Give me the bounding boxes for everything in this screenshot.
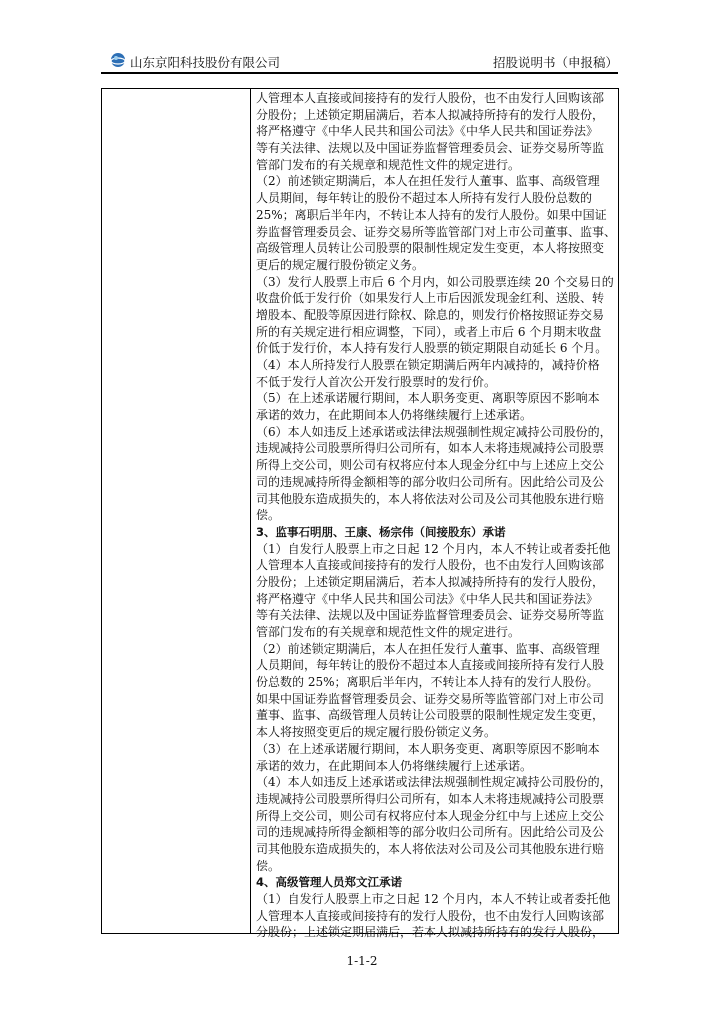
commitment-text-cell (256, 90, 616, 941)
text-line: （6）本人如违反上述承诺或法律法规强制性规定减持公司股份的， (256, 424, 612, 439)
page-header (101, 50, 618, 72)
text-line: 高级管理人员转让公司股票的限制性规定发生变更，本人将按照变 (256, 241, 605, 256)
text-line: 违规减持公司股票所得归公司所有，如本人未将违规减持公司股票 (256, 791, 605, 806)
text-line: （1）自发行人股票上市之日起 12 个月内，本人不转让或者委托他 (256, 541, 611, 556)
company-logo-icon (110, 52, 126, 68)
text-line: 人管理本人直接或间接持有的发行人股份，也不由发行人回购该部 (256, 558, 605, 573)
text-line: 增股本、配股等原因进行除权、除息的，则发行价格按照证券交易 (256, 307, 605, 322)
text-line: 人管理本人直接或间接持有的发行人股份，也不由发行人回购该部 (256, 91, 605, 105)
text-line: 本人将按照变更后的规定履行股份锁定义务。 (256, 725, 497, 740)
text-line: 所得上交公司，则公司有权将应付本人现金分红中与上述应上交公 (256, 458, 605, 473)
header-rule (101, 72, 618, 74)
text-line: 人员期间，每年转让的股份不超过本人直接或间接所持有发行人股 (256, 658, 605, 673)
page-number: 1-1-2 (346, 954, 378, 968)
text-line: 等有关法律、法规以及中国证券监督管理委员会、证券交易所等监 (256, 608, 605, 623)
text-line: （3）在上述承诺履行期间，本人职务变更、离职等原因不影响本 (256, 741, 600, 756)
content-table (101, 88, 619, 940)
text-line: 券监督管理委员会、证券交易所等监管部门对上市公司董事、监事、 (256, 224, 616, 239)
text-line: （1）自发行人股票上市之日起 12 个月内，本人不转让或者委托他 (256, 892, 611, 906)
text-line: 不低于发行人首次公开发行股票时的发行价。 (256, 374, 497, 389)
text-line: 承诺的效力，在此期间本人仍将继续履行上述承诺。 (256, 408, 533, 423)
document-title: 招股说明书（申报稿） (492, 55, 618, 70)
text-line: 将严格遵守《中华人民共和国公司法》《中华人民共和国证券法》 (256, 124, 599, 139)
text-line: 承诺的效力，在此期间本人仍将继续履行上述承诺。 (256, 758, 533, 773)
text-line: 价低于发行价，本人持有发行人股票的锁定期限自动延长 6 个月。 (256, 341, 608, 356)
text-line: 收盘价低于发行价（如果发行人上市后因派发现金红利、送股、转 (256, 291, 605, 306)
text-line: 25%；离职后半年内，不转让本人持有的发行人股份。如果中国证 (256, 207, 607, 222)
text-line: 分股份；上述锁定期届满后，若本人拟减持所持有的发行人股份， (256, 107, 605, 122)
text-line: 司的违规减持所得金额相等的部分收归公司所有。因此给公司及公 (256, 474, 605, 489)
section-heading: 4、高级管理人员郑文江承诺 (256, 875, 403, 890)
text-line: 如果中国证券监督管理委员会、证券交易所等监管部门对上市公司 (256, 691, 605, 706)
text-line: 份总数的 25%；离职后半年内，不转让本人持有的发行人股份。 (256, 675, 599, 690)
text-line: （3）发行人股票上市后 6 个月内，如公司股票连续 20 个交易日的 (256, 274, 614, 289)
text-line: （4）本人如违反上述承诺或法律法规强制性规定减持公司股份的， (256, 775, 612, 790)
column-divider (250, 89, 251, 933)
text-line: （2）前述锁定期满后，本人在担任发行人董事、监事、高级管理 (256, 641, 600, 656)
text-line: 违规减持公司股票所得归公司所有，如本人未将违规减持公司股票 (256, 441, 605, 456)
text-line: （2）前述锁定期满后，本人在担任发行人董事、监事、高级管理 (256, 174, 600, 189)
text-line: 所得上交公司，则公司有权将应付本人现金分红中与上述应上交公 (256, 808, 605, 823)
text-line: 司其他股东造成损失的，本人将依法对公司及公司其他股东进行赔 (256, 491, 605, 506)
text-line: 董事、监事、高级管理人员转让公司股票的限制性规定发生变更， (256, 708, 605, 723)
text-line: 偿。 (256, 508, 281, 523)
text-line: 将严格遵守《中华人民共和国公司法》《中华人民共和国证券法》 (256, 591, 599, 606)
text-line: 等有关法律、法规以及中国证券监督管理委员会、证券交易所等监 (256, 141, 605, 156)
text-line: 管部门发布的有关规章和规范性文件的规定进行。 (256, 157, 521, 172)
text-line: 分股份；上述锁定期届满后，若本人拟减持所持有的发行人股份， (256, 925, 605, 940)
text-line: 司其他股东造成损失的，本人将依法对公司及公司其他股东进行赔 (256, 841, 605, 856)
text-line: 所的有关规定进行相应调整，下同），或者上市后 6 个月期末收盘 (256, 324, 602, 339)
text-line: 管部门发布的有关规章和规范性文件的规定进行。 (256, 625, 521, 639)
section-heading: 3、监事石明朋、王康、杨宗伟（间接股东）承诺 (256, 524, 506, 539)
text-line: （4）本人所持发行人股票在锁定期满后两年内减持的，减持价格 (256, 358, 600, 372)
text-line: 更后的规定履行股份锁定义务。 (256, 257, 425, 272)
text-line: 人管理本人直接或间接持有的发行人股份，也不由发行人回购该部 (256, 908, 605, 923)
text-line: （5）在上述承诺履行期间，本人职务变更、离职等原因不影响本 (256, 391, 600, 406)
text-line: 偿。 (256, 858, 281, 873)
text-line: 司的违规减持所得金额相等的部分收归公司所有。因此给公司及公 (256, 825, 605, 840)
text-line: 分股份；上述锁定期届满后，若本人拟减持所持有的发行人股份， (256, 574, 605, 589)
text-line: 人员期间，每年转让的股份不超过本人所持有发行人股份总数的 (256, 191, 593, 206)
company-name: 山东京阳科技股份有限公司 (130, 55, 281, 70)
